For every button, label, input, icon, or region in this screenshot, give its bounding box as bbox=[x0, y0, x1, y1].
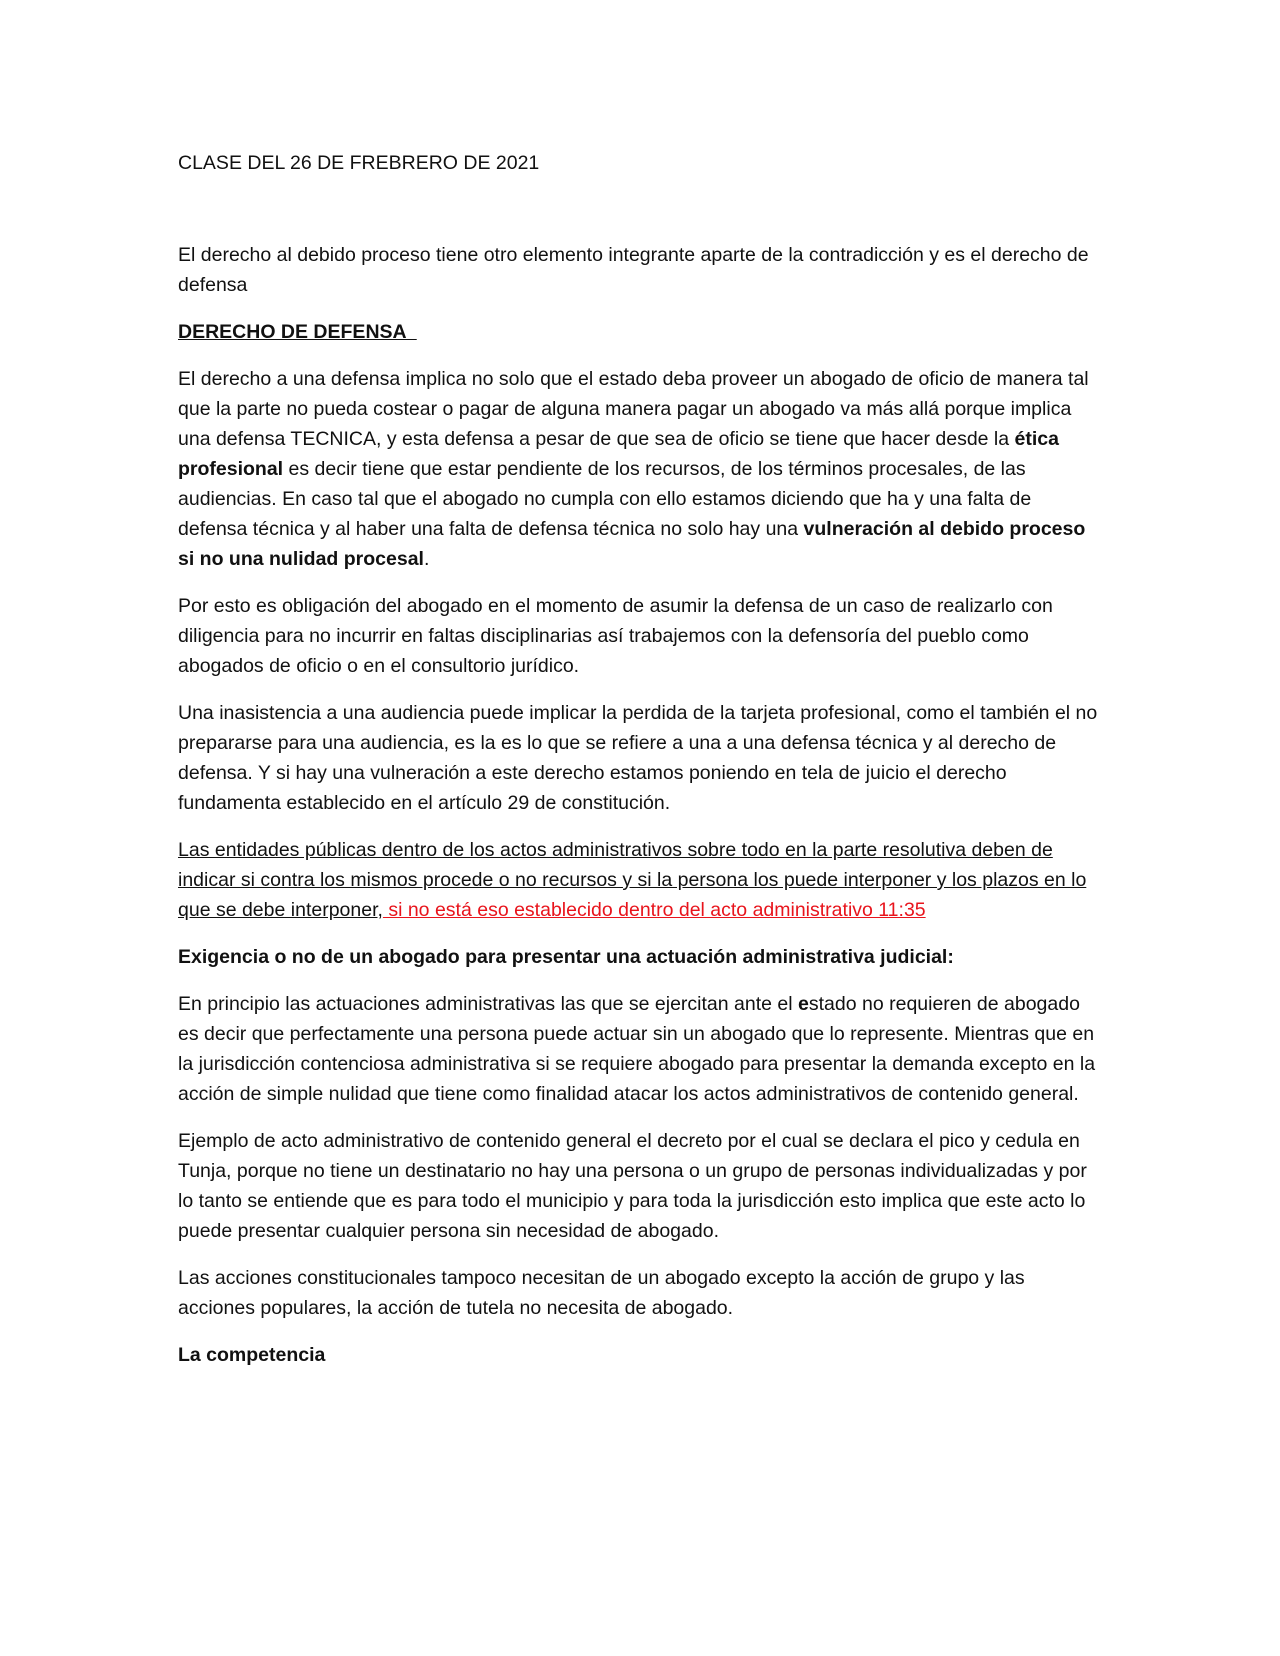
heading-derecho-de-defensa-text: DERECHO DE DEFENSA bbox=[178, 321, 417, 343]
heading-exigencia-abogado: Exigencia o no de un abogado para presentar una actuación administrativa judicial: bbox=[178, 946, 954, 968]
paragraph-obligacion-abogado: Por esto es obligación del abogado en el momento de asumir la defensa de un caso de realizarlo con diligencia para no incurrir en faltas disciplinarias así trabajemos con la defensoría del pueblo como abogados de oficio o en el consultorio jurídico. bbox=[178, 595, 1053, 677]
paragraph-text: es decir tiene que estar pendiente de los recursos, de los términos procesales, de las audiencias. En caso tal que el abogado no cumpla con ello estamos diciendo que ha y una falta de defensa técnica y al haber una falta de defensa técnica no solo hay una bbox=[178, 458, 1032, 540]
underlined-text: Las entidades públicas dentro de los actos administrativos sobre todo en la parte resolutiva deben de indicar si contra los mismos procede o no recursos y si la persona los puede interponer y los plazos en lo que se debe interponer, bbox=[178, 839, 1087, 921]
document-page bbox=[178, 148, 1098, 1387]
document-title: CLASE DEL 26 DE FREBRERO DE 2021 bbox=[178, 152, 540, 174]
paragraph-ejemplo-acto: Ejemplo de acto administrativo de contenido general el decreto por el cual se declara el pico y cedula en Tunja, porque no tiene un destinatario no hay una persona o un grupo de personas individualizadas y por lo tanto se entiende que es para todo el municipio y para toda la jurisdicción esto implica que este acto lo puede presentar cualquier persona sin necesidad de abogado. bbox=[178, 1130, 1087, 1242]
paragraph-actuaciones-administrativas bbox=[178, 989, 1098, 1109]
paragraph-defensa-tecnica bbox=[178, 364, 1098, 574]
paragraph-entidades-publicas bbox=[178, 835, 1098, 925]
paragraph-text: En principio las actuaciones administrativas las que se ejercitan ante el bbox=[178, 993, 799, 1015]
paragraph-inasistencia: Una inasistencia a una audiencia puede implicar la perdida de la tarjeta profesional, como el también el no prepararse para una audiencia, es la es lo que se refiere a una a una defensa técnica y al derecho de defensa. Y si hay una vulneración a este derecho estamos poniendo en tela de juicio el derecho fundamenta establecido en el artículo 29 de constitución. bbox=[178, 702, 1098, 814]
paragraph-text: stado no requieren de abogado es decir que perfectamente una persona puede actuar sin un abogado que lo represente. Mientras que en la jurisdicción contenciosa administrativa si se requiere abogado para presentar la demanda excepto en la acción de simple nulidad que tiene como finalidad atacar los actos administrativos de contenido general. bbox=[178, 993, 1096, 1105]
heading-la-competencia: La competencia bbox=[178, 1344, 326, 1366]
red-underlined-text: si no está eso establecido dentro del acto administrativo 11:35 bbox=[382, 899, 926, 921]
bold-letter-e: e bbox=[798, 993, 809, 1015]
intro-paragraph: El derecho al debido proceso tiene otro elemento integrante aparte de la contradicción y es el derecho de defensa bbox=[178, 244, 1089, 296]
paragraph-acciones-constitucionales: Las acciones constitucionales tampoco necesitan de un abogado excepto la acción de grupo y las acciones populares, la acción de tutela no necesita de abogado. bbox=[178, 1267, 1025, 1319]
bold-text-etica-profesional: ética profesional bbox=[178, 428, 1059, 480]
bold-text-vulneracion: vulneración al debido proceso si no una nulidad procesal bbox=[178, 518, 1086, 570]
paragraph-text: . bbox=[423, 548, 430, 570]
heading-derecho-de-defensa bbox=[178, 317, 1098, 347]
paragraph-text: El derecho a una defensa implica no solo que el estado deba proveer un abogado de oficio de manera tal que la parte no pueda costear o pagar de alguna manera pagar un abogado va más allá porque implica una defensa TECNICA, y esta defensa a pesar de que sea de oficio se tiene que hacer desde la bbox=[178, 368, 1089, 450]
